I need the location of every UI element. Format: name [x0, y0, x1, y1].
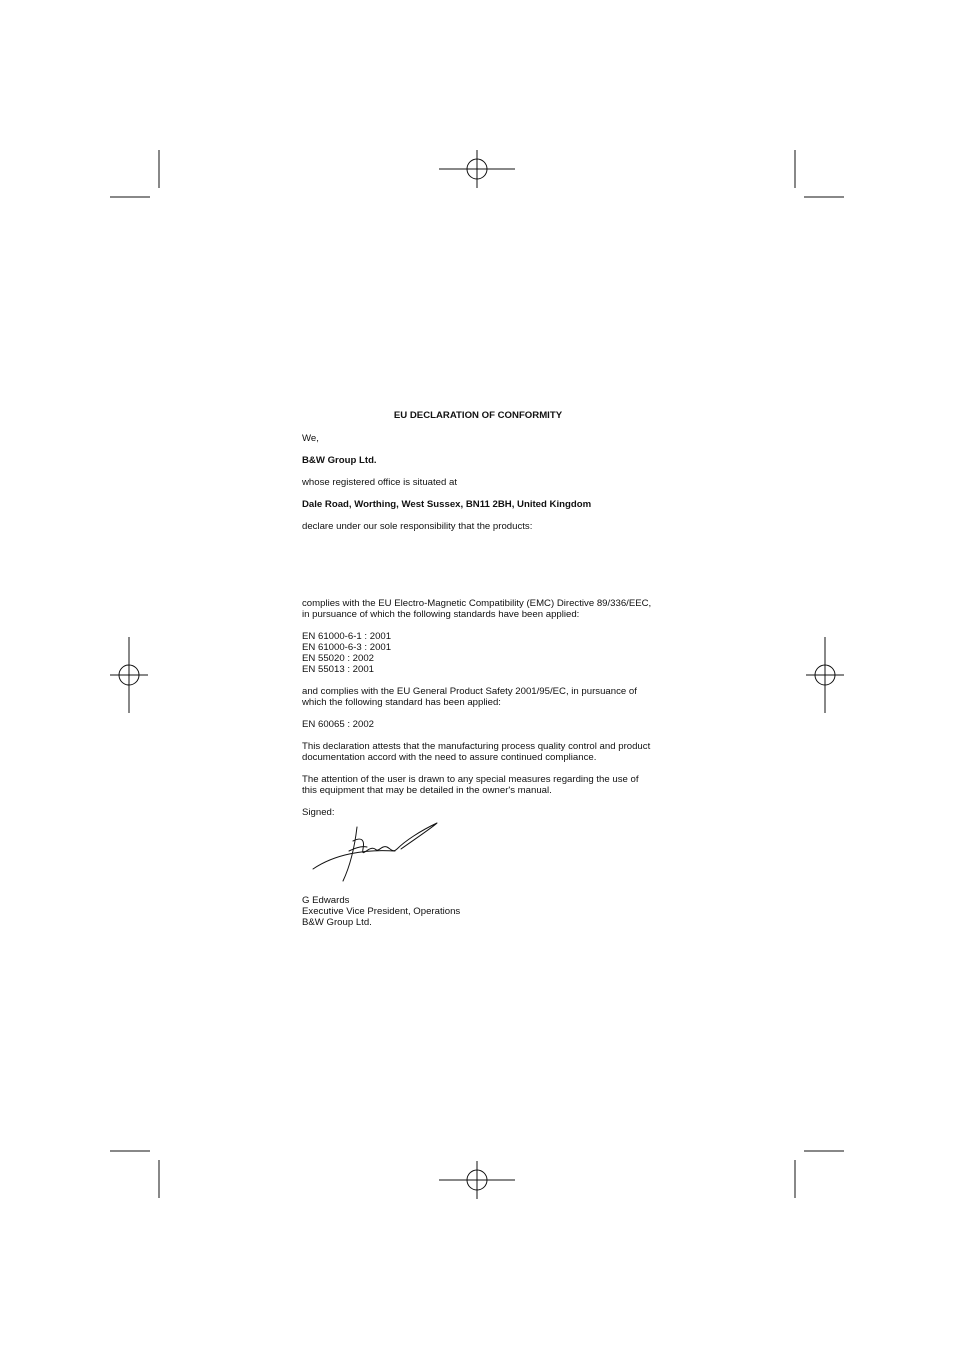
emc-statement-line-1: complies with the EU Electro-Magnetic Compatibility (EMC) Directive 89/336/EEC, [302, 598, 652, 609]
crop-mark-icon [110, 1151, 159, 1198]
declaration-statement: declare under our sole responsibility that the products: [302, 521, 533, 532]
signatory-company: B&W Group Ltd. [302, 917, 372, 928]
emc-standard: EN 61000-6-1 : 2001 [302, 631, 392, 642]
company-address: Dale Road, Worthing, West Sussex, BN11 2BH, United Kingdom [302, 499, 592, 510]
company-name: B&W Group Ltd. [302, 455, 377, 466]
emc-standard: EN 55013 : 2001 [302, 664, 375, 675]
emc-standard: EN 61000-6-3 : 2001 [302, 642, 392, 653]
emc-statement-line-2: in pursuance of which the following standards have been applied: [302, 609, 580, 620]
signatory-title: Executive Vice President, Operations [302, 906, 461, 917]
registration-target-icon [439, 1161, 515, 1199]
crop-mark-icon [110, 150, 159, 197]
registration-target-icon [110, 637, 148, 713]
crop-mark-icon [795, 150, 844, 197]
crop-mark-icon [795, 1151, 844, 1198]
handwritten-signature-icon [305, 819, 445, 889]
attestation-line-1: This declaration attests that the manufacturing process quality control and product [302, 741, 651, 752]
registration-target-icon [439, 150, 515, 188]
attestation-line-2: documentation accord with the need to assure continued compliance. [302, 752, 597, 763]
safety-standard: EN 60065 : 2002 [302, 719, 375, 730]
safety-statement-line-2: which the following standard has been applied: [302, 697, 501, 708]
attention-line-2: this equipment that may be detailed in the owner's manual. [302, 785, 552, 796]
safety-statement-line-1: and complies with the EU General Product Safety 2001/95/EC, in pursuance of [302, 686, 637, 697]
registration-target-icon [806, 637, 844, 713]
we-line: We, [302, 433, 319, 444]
attention-line-1: The attention of the user is drawn to any special measures regarding the use of [302, 774, 639, 785]
emc-standard: EN 55020 : 2002 [302, 653, 375, 664]
document-title: EU DECLARATION OF CONFORMITY [393, 410, 563, 421]
signed-label: Signed: [302, 807, 335, 818]
signatory-name: G Edwards [302, 895, 350, 906]
office-intro: whose registered office is situated at [302, 477, 458, 488]
